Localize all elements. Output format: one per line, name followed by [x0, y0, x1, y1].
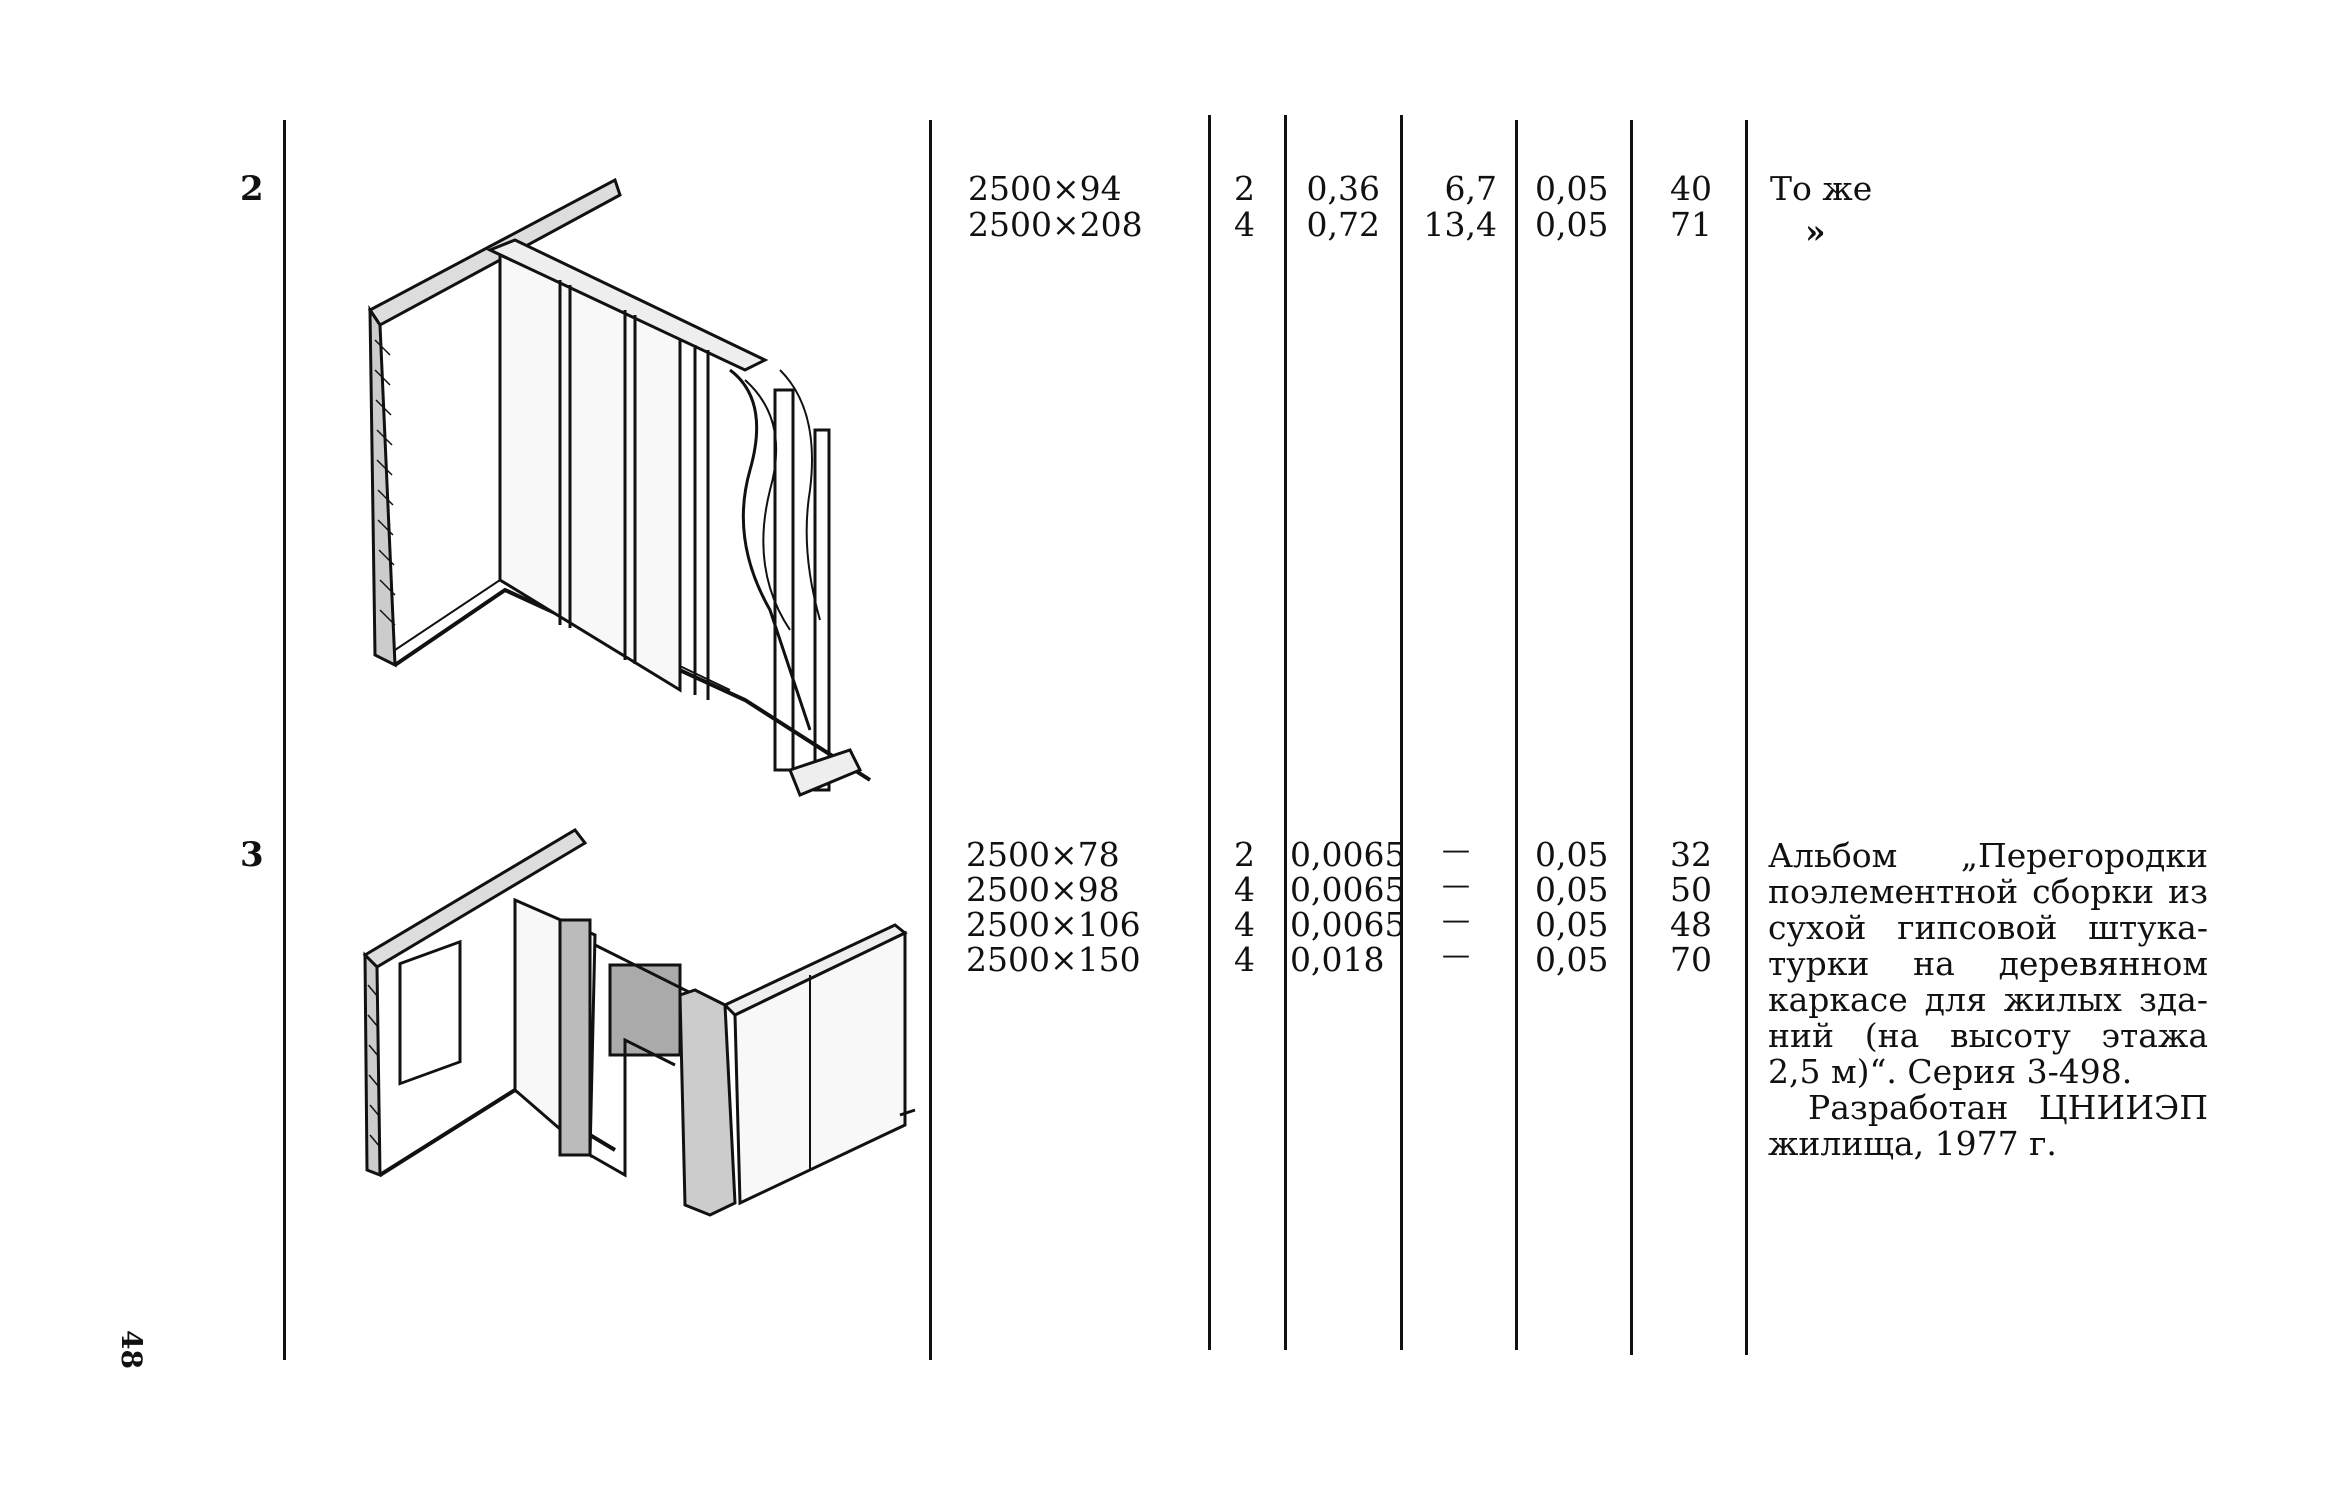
- col-a-cell: 4: [1234, 870, 1255, 909]
- col-a-cell: 2: [1234, 169, 1255, 208]
- col-b-cell: 0,0065: [1290, 835, 1406, 874]
- note-line: поэлементной сборки из: [1768, 872, 2208, 911]
- col-d-cell: 0,05: [1535, 205, 1609, 244]
- col-d-cell: 0,05: [1535, 835, 1609, 874]
- rule-dimensions-col: [1208, 115, 1211, 1350]
- rule-col-e: [1745, 120, 1748, 1355]
- col-c-cell: 6,7: [1444, 169, 1497, 208]
- col-b-cell: 0,72: [1306, 205, 1380, 244]
- note-line: жилища, 1977 г.: [1768, 1124, 2057, 1163]
- col-e-cell: 40: [1670, 169, 1712, 208]
- col-d-cell: 0,05: [1535, 169, 1609, 208]
- col-d-cell: 0,05: [1535, 905, 1609, 944]
- dimension-cell: 2500×208: [968, 205, 1143, 244]
- note-line: турки на деревянном: [1768, 944, 2208, 983]
- rule-col-a: [1284, 115, 1287, 1350]
- col-c-cell: —: [1442, 868, 1470, 901]
- rule-col-c: [1515, 120, 1518, 1350]
- note-line: Разработан ЦНИИЭП: [1808, 1088, 2208, 1127]
- note-ditto-mark: »: [1805, 212, 1826, 251]
- note-line: 2,5 м)“. Серия 3-498.: [1768, 1052, 2133, 1091]
- rule-col-d: [1630, 120, 1633, 1355]
- col-e-cell: 50: [1670, 870, 1712, 909]
- col-b-cell: 0,018: [1290, 940, 1385, 979]
- rule-number-col: [283, 120, 286, 1360]
- dimension-cell: 2500×78: [966, 835, 1120, 874]
- row-number: 3: [240, 835, 264, 875]
- partition-drawing-row-3: [355, 825, 915, 1215]
- col-e-cell: 71: [1670, 205, 1712, 244]
- col-c-cell: 13,4: [1423, 205, 1497, 244]
- col-c-cell: —: [1442, 938, 1470, 971]
- col-d-cell: 0,05: [1535, 940, 1609, 979]
- note-paragraph: [1768, 838, 2208, 1162]
- dimension-cell: 2500×106: [966, 905, 1141, 944]
- col-a-cell: 4: [1234, 905, 1255, 944]
- col-a-cell: 4: [1234, 205, 1255, 244]
- col-e-cell: 32: [1670, 835, 1712, 874]
- rule-col-b: [1400, 115, 1403, 1350]
- note-line: каркасе для жилых зда-: [1768, 980, 2208, 1019]
- dimension-cell: 2500×150: [966, 940, 1141, 979]
- col-b-cell: 0,36: [1306, 169, 1380, 208]
- dimension-cell: 2500×94: [968, 169, 1122, 208]
- note-text: То же: [1770, 169, 1873, 208]
- col-e-cell: 70: [1670, 940, 1712, 979]
- col-d-cell: 0,05: [1535, 870, 1609, 909]
- col-b-cell: 0,0065: [1290, 905, 1406, 944]
- dimension-cell: 2500×98: [966, 870, 1120, 909]
- col-a-cell: 4: [1234, 940, 1255, 979]
- col-c-cell: —: [1442, 833, 1470, 866]
- page-number: 48: [115, 1330, 148, 1369]
- row-number: 2: [240, 169, 264, 209]
- partition-drawing-row-2: [350, 170, 910, 810]
- col-e-cell: 48: [1670, 905, 1712, 944]
- rule-drawing-col: [929, 120, 932, 1360]
- col-a-cell: 2: [1234, 835, 1255, 874]
- note-line: Альбом „Перегородки: [1768, 836, 2208, 875]
- col-c-cell: —: [1442, 903, 1470, 936]
- note-line: сухой гипсовой штука-: [1768, 908, 2208, 947]
- col-b-cell: 0,0065: [1290, 870, 1406, 909]
- note-line: ний (на высоту этажа: [1768, 1016, 2208, 1055]
